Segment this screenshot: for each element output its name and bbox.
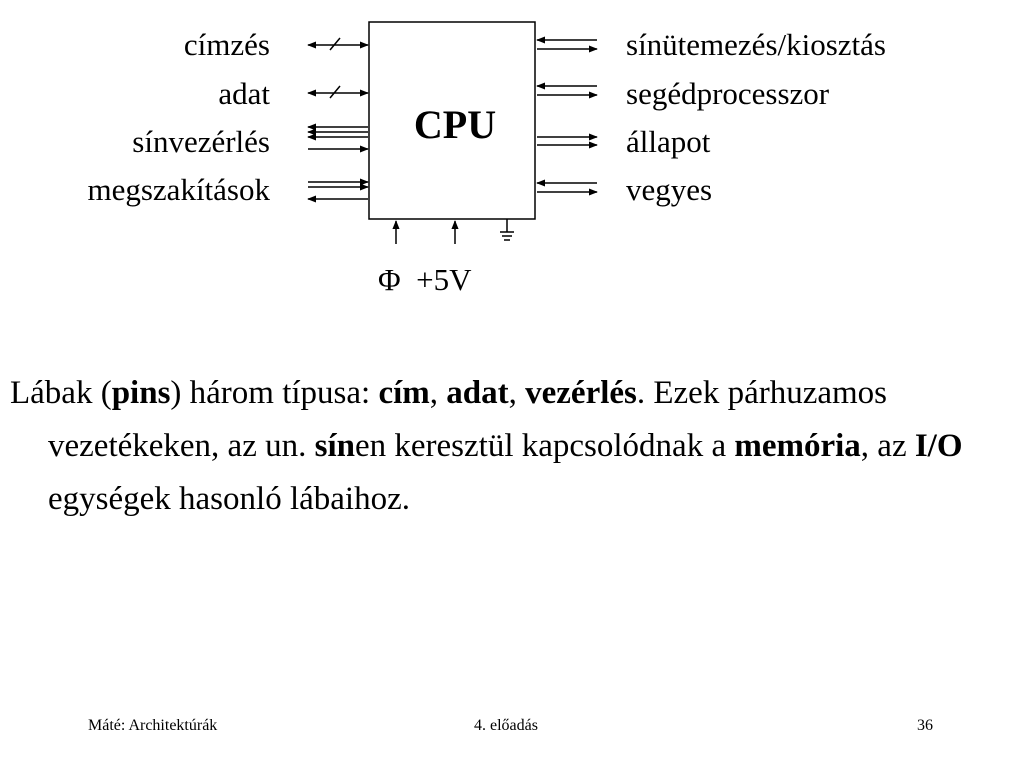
data-bus-slash: [330, 86, 340, 98]
label-clock-power: Φ +5V: [378, 262, 472, 297]
term-io: I/O: [914, 428, 963, 464]
label-coprocessor: segédprocesszor: [626, 76, 830, 111]
term-pins: pins: [111, 375, 171, 411]
label-data: adat: [218, 76, 270, 111]
footer-author: Máté: Architektúrák: [88, 717, 218, 734]
term-memory: memória: [734, 428, 861, 464]
term-bus: sín: [314, 428, 355, 464]
label-status: állapot: [626, 124, 711, 159]
body-paragraph: Lábak (pins) három típusa: cím, adat, vezérlés. Ezek párhuzamos vezetékeken, az un. sínen keresztül kapcsolódnak a memória, az I/O egységek hasonló lábaihoz.: [10, 375, 963, 517]
label-misc: vegyes: [626, 172, 713, 207]
cpu-label: CPU: [413, 102, 497, 147]
term-control: vezérlés: [525, 375, 637, 411]
ground-icon: [500, 219, 514, 240]
term-data: adat: [446, 375, 509, 411]
label-address: címzés: [183, 27, 270, 62]
label-bus-control: sínvezérlés: [132, 124, 270, 159]
address-bus-slash: [330, 38, 340, 50]
label-interrupts: megszakítások: [87, 172, 270, 207]
footer-lecture: 4. előadás: [474, 717, 538, 734]
term-address: cím: [378, 375, 430, 411]
label-bus-arbitration: sínütemezés/kiosztás: [626, 27, 886, 62]
footer-page-number: 36: [917, 717, 933, 734]
